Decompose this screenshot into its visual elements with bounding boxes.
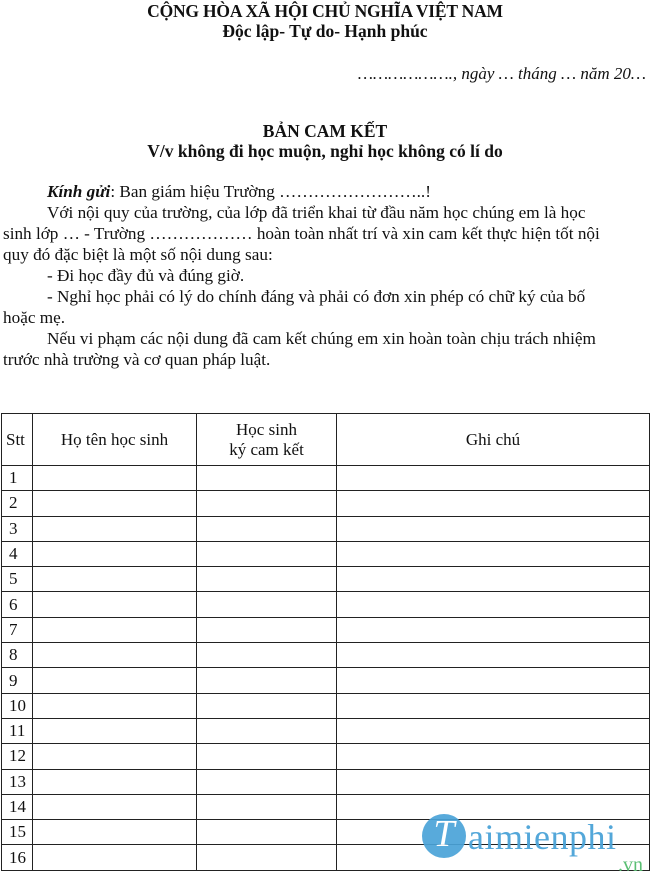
table-row [2, 718, 650, 743]
table-row [2, 769, 650, 794]
bullet-1: - Đi học đầy đủ và đúng giờ. [47, 266, 245, 285]
row-signature-cell[interactable] [197, 643, 337, 668]
row-note-cell[interactable] [337, 466, 650, 491]
row-note-cell[interactable] [337, 820, 650, 845]
row-signature-cell[interactable] [197, 668, 337, 693]
national-title: CỘNG HÒA XÃ HỘI CHỦ NGHĨA VIỆT NAM [147, 1, 503, 21]
table-row [2, 567, 650, 592]
row-stt-cell: 12 [2, 744, 33, 769]
row-signature-cell[interactable] [197, 617, 337, 642]
table-row [2, 491, 650, 516]
salutation-label: Kính gửi [47, 182, 111, 201]
document-title: BẢN CAM KẾT [262, 121, 388, 141]
table-row [2, 794, 650, 819]
row-student-name-cell[interactable] [33, 617, 197, 642]
row-stt-cell: 11 [2, 718, 33, 743]
bullet-2-line-1: - Nghỉ học phải có lý do chính đáng và phải có đơn xin phép có chữ ký của bố [47, 287, 586, 306]
table-row [2, 668, 650, 693]
national-motto: Độc lập- Tự do- Hạnh phúc [222, 21, 428, 41]
row-note-cell[interactable] [337, 643, 650, 668]
row-student-name-cell[interactable] [33, 643, 197, 668]
row-note-cell[interactable] [337, 567, 650, 592]
header-signature-line-2: ký cam kết [229, 439, 304, 459]
row-student-name-cell[interactable] [33, 668, 197, 693]
row-stt-cell: 15 [2, 820, 33, 845]
row-stt-cell: 2 [2, 491, 33, 516]
table-header-row [2, 414, 650, 466]
paragraph-2-line-2: trước nhà trường và cơ quan pháp luật. [3, 350, 271, 369]
header-student-name: Họ tên học sinh [33, 414, 197, 466]
document-subject: V/v không đi học muộn, nghỉ học không có lí do [147, 141, 503, 161]
row-note-cell[interactable] [337, 617, 650, 642]
row-stt-cell: 13 [2, 769, 33, 794]
row-note-cell[interactable] [337, 845, 650, 870]
row-stt-cell: 6 [2, 592, 33, 617]
paragraph-1-line-3: quy đó đặc biệt là một số nội dung sau: [3, 245, 273, 264]
watermark-logo-letter: T [433, 813, 455, 855]
watermark-brand: aimienphi [468, 817, 617, 857]
table-row [2, 466, 650, 491]
row-student-name-cell[interactable] [33, 845, 197, 870]
row-signature-cell[interactable] [197, 567, 337, 592]
row-signature-cell[interactable] [197, 491, 337, 516]
row-signature-cell[interactable] [197, 718, 337, 743]
row-signature-cell[interactable] [197, 794, 337, 819]
paragraph-1-line-1: Với nội quy của trường, của lớp đã triển khai từ đầu năm học chúng em là học [47, 203, 586, 222]
row-student-name-cell[interactable] [33, 491, 197, 516]
table-row [2, 845, 650, 870]
row-signature-cell[interactable] [197, 744, 337, 769]
row-note-cell[interactable] [337, 769, 650, 794]
table-row [2, 820, 650, 845]
paragraph-1-line-2: sinh lớp … - Trường ……………… hoàn toàn nhất trí và xin cam kết thực hiện tốt nội [3, 224, 600, 243]
table-row [2, 541, 650, 566]
table-row [2, 592, 650, 617]
row-signature-cell[interactable] [197, 466, 337, 491]
row-note-cell[interactable] [337, 744, 650, 769]
row-stt-cell: 3 [2, 516, 33, 541]
header-note: Ghi chú [337, 414, 650, 466]
row-stt-cell: 8 [2, 643, 33, 668]
row-signature-cell[interactable] [197, 693, 337, 718]
row-note-cell[interactable] [337, 491, 650, 516]
table-row [2, 617, 650, 642]
row-stt-cell: 14 [2, 794, 33, 819]
row-student-name-cell[interactable] [33, 541, 197, 566]
row-signature-cell[interactable] [197, 541, 337, 566]
row-student-name-cell[interactable] [33, 592, 197, 617]
commitment-table [1, 413, 650, 871]
table-row [2, 643, 650, 668]
paragraph-2-line-1: Nếu vi phạm các nội dung đã cam kết chúng em xin hoàn toàn chịu trách nhiệm [47, 329, 596, 348]
row-stt-cell: 4 [2, 541, 33, 566]
row-student-name-cell[interactable] [33, 769, 197, 794]
row-stt-cell: 9 [2, 668, 33, 693]
watermark-domain: .vn [618, 854, 643, 876]
row-student-name-cell[interactable] [33, 744, 197, 769]
row-stt-cell: 7 [2, 617, 33, 642]
row-note-cell[interactable] [337, 718, 650, 743]
salutation [3, 182, 650, 203]
bullet-2-line-2: hoặc mẹ. [3, 308, 66, 327]
row-note-cell[interactable] [337, 516, 650, 541]
salutation-text: : Ban giám hiệu Trường ……………………..! [110, 182, 431, 201]
row-note-cell[interactable] [337, 668, 650, 693]
row-note-cell[interactable] [337, 541, 650, 566]
row-stt-cell: 16 [2, 845, 33, 870]
row-stt-cell: 1 [2, 466, 33, 491]
row-signature-cell[interactable] [197, 592, 337, 617]
row-stt-cell: 10 [2, 693, 33, 718]
table-row [2, 744, 650, 769]
row-stt-cell: 5 [2, 567, 33, 592]
row-student-name-cell[interactable] [33, 567, 197, 592]
row-signature-cell[interactable] [197, 769, 337, 794]
row-student-name-cell[interactable] [33, 516, 197, 541]
row-signature-cell[interactable] [197, 516, 337, 541]
row-student-name-cell[interactable] [33, 693, 197, 718]
row-signature-cell[interactable] [197, 845, 337, 870]
row-note-cell[interactable] [337, 794, 650, 819]
row-student-name-cell[interactable] [33, 794, 197, 819]
table-row [2, 516, 650, 541]
table-row [2, 693, 650, 718]
row-student-name-cell[interactable] [33, 820, 197, 845]
row-student-name-cell[interactable] [33, 466, 197, 491]
dateline: ………………., ngày … tháng … năm 20… [357, 64, 646, 83]
header-student-signature [197, 414, 337, 466]
row-note-cell[interactable] [337, 693, 650, 718]
row-signature-cell[interactable] [197, 820, 337, 845]
header-stt: Stt [2, 414, 33, 466]
header-signature-line-1: Học sinh [236, 419, 297, 439]
row-note-cell[interactable] [337, 592, 650, 617]
row-student-name-cell[interactable] [33, 718, 197, 743]
